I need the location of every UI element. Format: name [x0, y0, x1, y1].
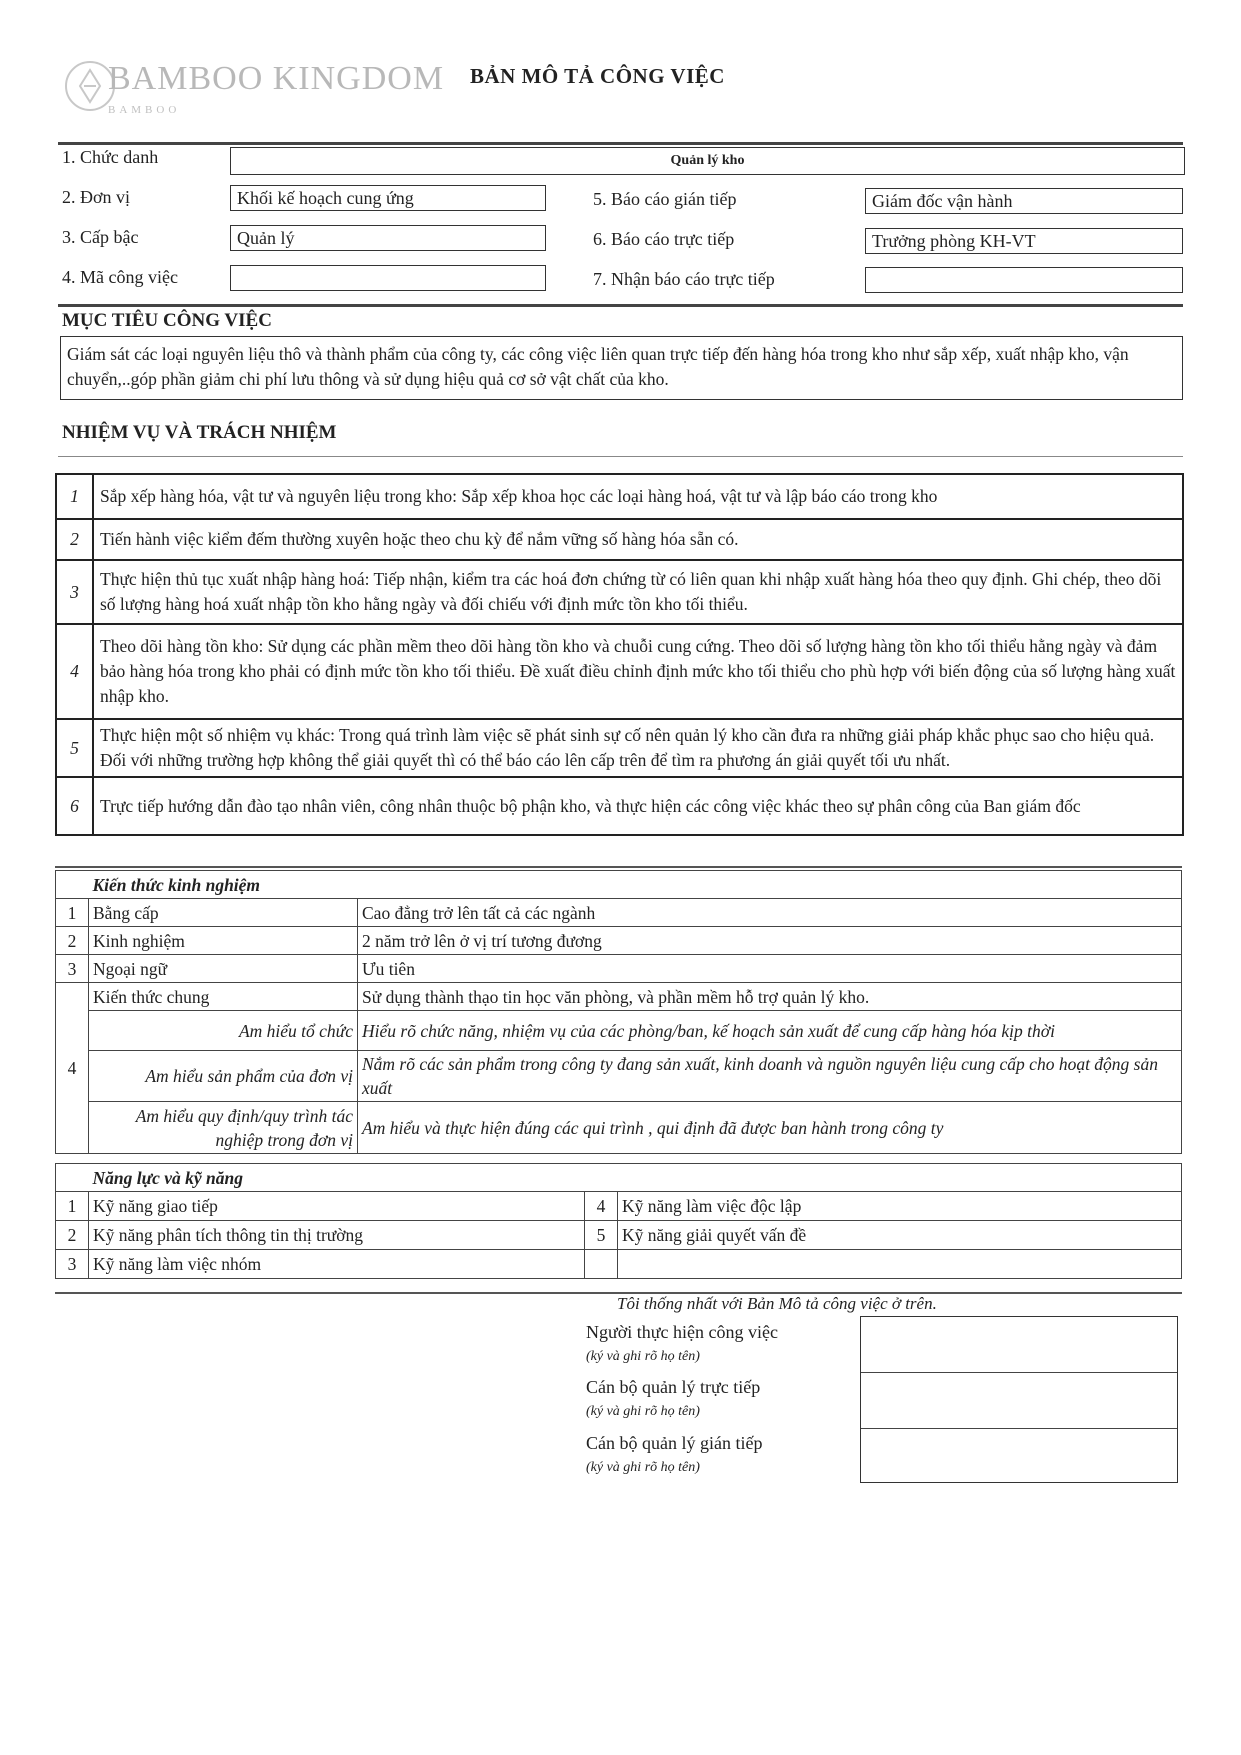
skill-row: [56, 1192, 1182, 1221]
signer-direct-manager-label: Cán bộ quản lý trực tiếp: [586, 1377, 761, 1397]
signer-employee-label: Người thực hiện công việc: [586, 1322, 778, 1342]
requirement-row: [56, 983, 1182, 1011]
indirect-report-field[interactable]: Giám đốc vận hành: [865, 188, 1183, 214]
skill-label: Kỹ năng giao tiếp: [89, 1192, 585, 1221]
skill-num: 1: [56, 1192, 89, 1221]
duty-row: [56, 519, 1183, 560]
fields-rule: [58, 304, 1183, 307]
receives-reports-field[interactable]: [865, 267, 1183, 293]
document-title: BẢN MÔ TẢ CÔNG VIỆC: [470, 64, 725, 88]
org-knowledge-value: Hiểu rõ chức năng, nhiệm vụ của các phòng/ban, kế hoạch sản xuất để cung cấp hàng hóa kịp thời: [358, 1011, 1182, 1051]
duty-num: 6: [56, 777, 93, 835]
requirement-num: 1: [56, 899, 89, 927]
requirement-row: [56, 955, 1182, 983]
duty-num: 2: [56, 519, 93, 560]
duty-row: [56, 777, 1183, 835]
skills-title: Năng lực và kỹ năng: [89, 1164, 1182, 1192]
receives-reports-label: 7. Nhận báo cáo trực tiếp: [593, 269, 775, 289]
duty-text: Thực hiện thủ tục xuất nhập hàng hoá: Tiếp nhận, kiểm tra các hoá đơn chứng từ có liên quan khi nhập xuất hàng hóa theo quy định. Ghi chép, theo dõi số lượng hàng hoá xuất nhập tồn kho hằng ngày và đối chiếu với định mức tồn kho tối thiểu.: [93, 560, 1183, 624]
signer-indirect-manager-label: Cán bộ quản lý gián tiếp: [586, 1433, 763, 1453]
duty-row: [56, 474, 1183, 519]
objective-text: Giám sát các loại nguyên liệu thô và thành phẩm của công ty, các công việc liên quan trực tiếp đến hàng hóa trong kho như sắp xếp, xuất nhập kho, vận chuyển,..góp phần giảm chi phí lưu thông và sử dụng hiệu quả cơ sở vật chất của kho.: [60, 336, 1183, 400]
org-knowledge-label: Am hiểu tổ chức: [89, 1011, 358, 1051]
objective-title: MỤC TIÊU CÔNG VIỆC: [62, 310, 272, 331]
duty-text: Theo dõi hàng tồn kho: Sử dụng các phần mềm theo dõi hàng tồn kho và chuỗi cung cứng. Theo dõi số lượng hàng tồn kho tối thiểu hằng ngày và đảm bảo hàng hóa trong kho phải có định mức tồn kho tối thiểu. Đề xuất điều chỉnh định mức kho tối thiểu cho phù hợp với biến động của số lượng hàng xuất nhập kho.: [93, 624, 1183, 719]
duty-num: 5: [56, 719, 93, 777]
job-code-field[interactable]: [230, 265, 546, 291]
rules-knowledge-label: Am hiểu quy định/quy trình tác nghiệp trong đơn vị: [89, 1102, 358, 1154]
duty-row: [56, 560, 1183, 624]
general-knowledge-value: Sử dụng thành thạo tin học văn phòng, và phần mềm hỗ trợ quản lý kho.: [358, 983, 1182, 1011]
requirement-row: [56, 1051, 1182, 1102]
duty-row: [56, 719, 1183, 777]
requirement-label: Ngoại ngữ: [89, 955, 358, 983]
product-knowledge-label: Am hiểu sản phẩm của đơn vị: [89, 1051, 358, 1102]
direct-report-field[interactable]: Trưởng phòng KH-VT: [865, 228, 1183, 254]
requirement-num: 3: [56, 955, 89, 983]
skill-num: 5: [585, 1221, 618, 1250]
duties-rule: [58, 456, 1183, 457]
skills-table: [55, 1163, 1182, 1279]
requirements-rule: [55, 866, 1182, 868]
job-code-label: 4. Mã công việc: [62, 267, 178, 287]
signature-box[interactable]: [860, 1316, 1178, 1483]
skill-num: [585, 1250, 618, 1279]
duty-num: 3: [56, 560, 93, 624]
skill-label: [618, 1250, 1182, 1279]
direct-report-label: 6. Báo cáo trực tiếp: [593, 229, 735, 249]
duty-num: 1: [56, 474, 93, 519]
signer-direct-manager-hint: (ký và ghi rõ họ tên): [586, 1404, 700, 1419]
skill-label: Kỹ năng giải quyết vấn đề: [618, 1221, 1182, 1250]
duty-text: Trực tiếp hướng dẫn đào tạo nhân viên, công nhân thuộc bộ phận kho, và thực hiện các công việc khác theo sự phân công của Ban giám đốc: [93, 777, 1183, 835]
skill-label: Kỹ năng làm việc nhóm: [89, 1250, 585, 1279]
logo-subtext: BAMBOO: [108, 104, 181, 116]
duty-row: [56, 624, 1183, 719]
skill-num: 2: [56, 1221, 89, 1250]
requirement-row: [56, 1102, 1182, 1154]
signer-employee-hint: (ký và ghi rõ họ tên): [586, 1349, 700, 1364]
general-knowledge-label: Kiến thức chung: [89, 983, 358, 1011]
requirement-row: [56, 1011, 1182, 1051]
requirement-value: Ưu tiên: [358, 955, 1182, 983]
rules-knowledge-value: Am hiểu và thực hiện đúng các qui trình , qui định đã được ban hành trong công ty: [358, 1102, 1182, 1154]
duties-table: [55, 473, 1184, 836]
job-title-label: 1. Chức danh: [62, 147, 159, 167]
skill-row: [56, 1250, 1182, 1279]
requirement-label: Bằng cấp: [89, 899, 358, 927]
requirement-num: 2: [56, 927, 89, 955]
skill-label: Kỹ năng làm việc độc lập: [618, 1192, 1182, 1221]
requirement-value: Cao đẳng trở lên tất cả các ngành: [358, 899, 1182, 927]
requirement-num: 4: [56, 983, 89, 1154]
header-rule: [58, 142, 1183, 145]
unit-label: 2. Đơn vị: [62, 187, 131, 207]
knowledge-title: Kiến thức kinh nghiệm: [89, 871, 1182, 899]
requirement-label: Kinh nghiệm: [89, 927, 358, 955]
requirement-value: 2 năm trở lên ở vị trí tương đương: [358, 927, 1182, 955]
duties-title: NHIỆM VỤ VÀ TRÁCH NHIỆM: [62, 422, 337, 443]
product-knowledge-value: Nắm rõ các sản phẩm trong công ty đang sản xuất, kinh doanh và nguồn nguyên liệu cung cấp cho hoạt động sản xuất: [358, 1051, 1182, 1102]
skill-num: 4: [585, 1192, 618, 1221]
level-label: 3. Cấp bậc: [62, 227, 139, 247]
duty-num: 4: [56, 624, 93, 719]
logo-wordmark: BAMBOO KINGDOM: [108, 60, 445, 97]
unit-field[interactable]: Khối kế hoạch cung ứng: [230, 185, 546, 211]
duty-text: Thực hiện một số nhiệm vụ khác: Trong quá trình làm việc sẽ phát sinh sự cố nên quản lý kho cần đưa ra những giải pháp khắc phục sao cho hiệu quả. Đối với những trường hợp không thể giải quyết thì có thể báo cáo lên cấp trên để tìm ra phương án giải quyết tối ưu nhất.: [93, 719, 1183, 777]
job-title-field[interactable]: Quản lý kho: [230, 147, 1185, 175]
requirements-table: [55, 870, 1182, 1154]
skill-label: Kỹ năng phân tích thông tin thị trường: [89, 1221, 585, 1250]
duty-text: Sắp xếp hàng hóa, vật tư và nguyên liệu trong kho: Sắp xếp khoa học các loại hàng hoá, vật tư và lập báo cáo trong kho: [93, 474, 1183, 519]
level-field[interactable]: Quản lý: [230, 225, 546, 251]
signer-indirect-manager-hint: (ký và ghi rõ họ tên): [586, 1460, 700, 1475]
indirect-report-label: 5. Báo cáo gián tiếp: [593, 189, 737, 209]
requirement-row: [56, 899, 1182, 927]
requirement-row: [56, 927, 1182, 955]
skill-num: 3: [56, 1250, 89, 1279]
agreement-text: Tôi thống nhất với Bản Mô tả công việc ở trên.: [617, 1294, 937, 1313]
skill-row: [56, 1221, 1182, 1250]
duty-text: Tiến hành việc kiểm đếm thường xuyên hoặc theo chu kỳ để nắm vững số hàng hóa sẵn có.: [93, 519, 1183, 560]
